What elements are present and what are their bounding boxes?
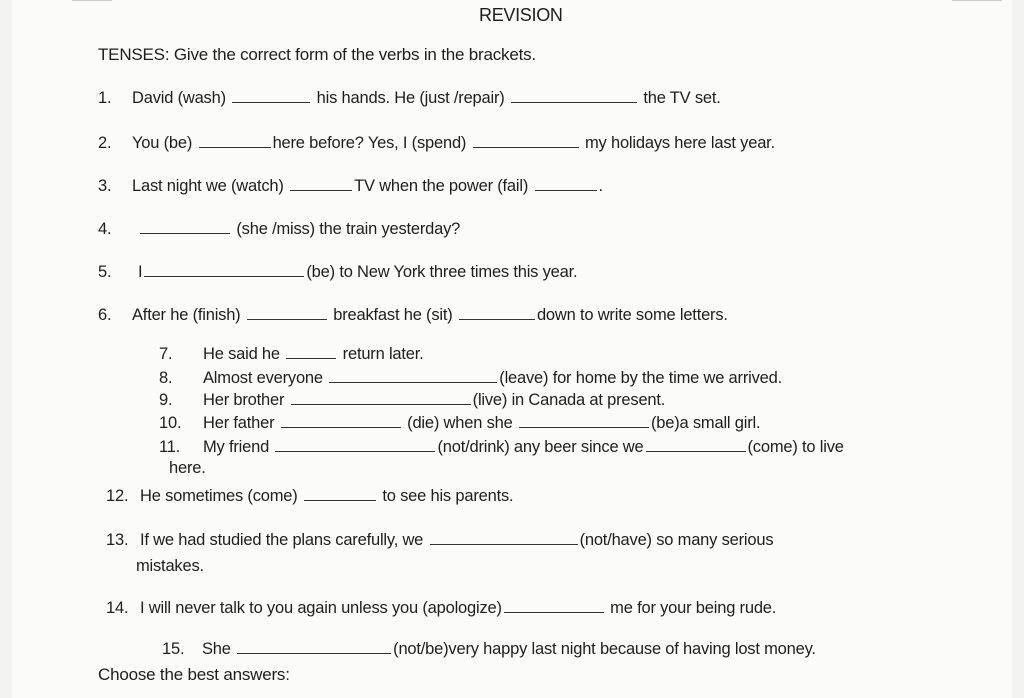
question-number: 1. [98, 89, 112, 107]
question-text: return later. [342, 345, 424, 363]
instruction-heading: TENSES: Give the correct form of the verbs in the brackets. [98, 45, 536, 64]
question-number: 14. [106, 599, 129, 617]
question-text: Her brother [203, 391, 285, 409]
question-text: to see his parents. [382, 487, 514, 505]
question-text: (be) to New York three times this year. [306, 263, 578, 281]
worksheet-page [12, 0, 1012, 698]
answer-blank[interactable] [291, 390, 471, 405]
answer-blank[interactable] [232, 88, 310, 103]
question-text: She [202, 640, 231, 658]
answer-blank[interactable] [459, 305, 535, 320]
question-text: (live) in Canada at present. [472, 391, 666, 409]
question-text: After he (finish) [132, 306, 241, 324]
question-text: Last night we (watch) [132, 177, 284, 195]
question-number: 11. [159, 438, 181, 456]
question-text: the TV set. [643, 89, 721, 107]
question-7 [159, 344, 424, 364]
question-9 [159, 390, 665, 410]
question-text: Almost everyone [203, 369, 323, 387]
answer-blank[interactable] [519, 413, 649, 428]
answer-blank[interactable] [535, 176, 597, 191]
question-12 [106, 486, 513, 506]
question-13-continuation: mistakes. [136, 557, 204, 575]
answer-blank[interactable] [247, 305, 327, 320]
question-14 [106, 598, 776, 618]
question-text: TV when the power (fail) [354, 177, 529, 195]
question-text: breakfast he (sit) [333, 306, 453, 324]
answer-blank[interactable] [504, 598, 604, 613]
question-text: He said he [203, 345, 280, 363]
section-heading: Choose the best answers: [98, 665, 290, 684]
answer-blank[interactable] [199, 133, 271, 148]
question-13 [106, 530, 773, 550]
question-text: (leave) for home by the time we arrived. [499, 369, 782, 387]
answer-blank[interactable] [237, 639, 391, 654]
question-6 [98, 305, 728, 325]
question-number: 4. [98, 220, 112, 238]
question-4 [98, 219, 460, 239]
question-2 [98, 133, 775, 153]
question-number: 8. [159, 369, 173, 387]
question-text: (not/drink) any beer since we [437, 438, 644, 456]
question-text: his hands. He (just /repair) [316, 89, 505, 107]
question-number: 7. [159, 345, 173, 363]
top-edge-mark-right [952, 0, 1002, 1]
question-11-continuation: here. [169, 459, 206, 477]
question-text: (not/have) so many serious [579, 531, 774, 549]
question-number: 12. [106, 487, 129, 505]
answer-blank[interactable] [275, 437, 435, 452]
question-3 [98, 176, 603, 196]
answer-blank[interactable] [144, 262, 304, 277]
question-1 [98, 88, 721, 108]
answer-blank[interactable] [290, 176, 352, 191]
question-5 [98, 262, 577, 282]
question-text: I will never talk to you again unless you (apologize) [140, 599, 502, 617]
question-text: (come) to live [747, 438, 844, 456]
top-edge-mark-left [72, 0, 112, 1]
answer-blank[interactable] [286, 344, 336, 359]
question-text: my holidays here last year. [585, 134, 775, 152]
question-text: If we had studied the plans carefully, we [140, 531, 424, 549]
question-number: 10. [159, 414, 182, 432]
question-number: 15. [162, 640, 185, 658]
question-number: 6. [98, 306, 112, 324]
answer-blank[interactable] [281, 413, 401, 428]
question-number: 3. [98, 177, 112, 195]
question-text: . [598, 177, 603, 195]
question-text: down to write some letters. [536, 306, 728, 324]
question-number: 5. [98, 263, 112, 281]
question-text: me for your being rude. [610, 599, 777, 617]
question-text: I [138, 263, 143, 281]
question-text: He sometimes (come) [140, 487, 298, 505]
question-text: David (wash) [132, 89, 226, 107]
question-number: 2. [98, 134, 112, 152]
question-text: My friend [203, 438, 270, 456]
question-text: You (be) [132, 134, 193, 152]
question-number: 13. [106, 531, 129, 549]
question-8 [159, 368, 782, 388]
question-text: (not/be)very happy last night because of having lost money. [393, 640, 816, 658]
answer-blank[interactable] [430, 530, 578, 545]
question-text: (she /miss) the train yesterday? [236, 220, 461, 238]
question-11 [159, 437, 844, 457]
question-15 [162, 639, 816, 659]
answer-blank[interactable] [329, 368, 497, 383]
question-text: (be)a small girl. [650, 414, 761, 432]
answer-blank[interactable] [304, 486, 376, 501]
answer-blank[interactable] [646, 437, 746, 452]
answer-blank[interactable] [140, 219, 230, 234]
question-number: 9. [159, 391, 173, 409]
question-10 [159, 413, 760, 433]
answer-blank[interactable] [511, 88, 637, 103]
question-text: Her father [203, 414, 275, 432]
answer-blank[interactable] [473, 133, 579, 148]
question-text: (die) when she [407, 414, 513, 432]
question-text: here before? Yes, I (spend) [272, 134, 467, 152]
page-title: REVISION [479, 5, 563, 25]
